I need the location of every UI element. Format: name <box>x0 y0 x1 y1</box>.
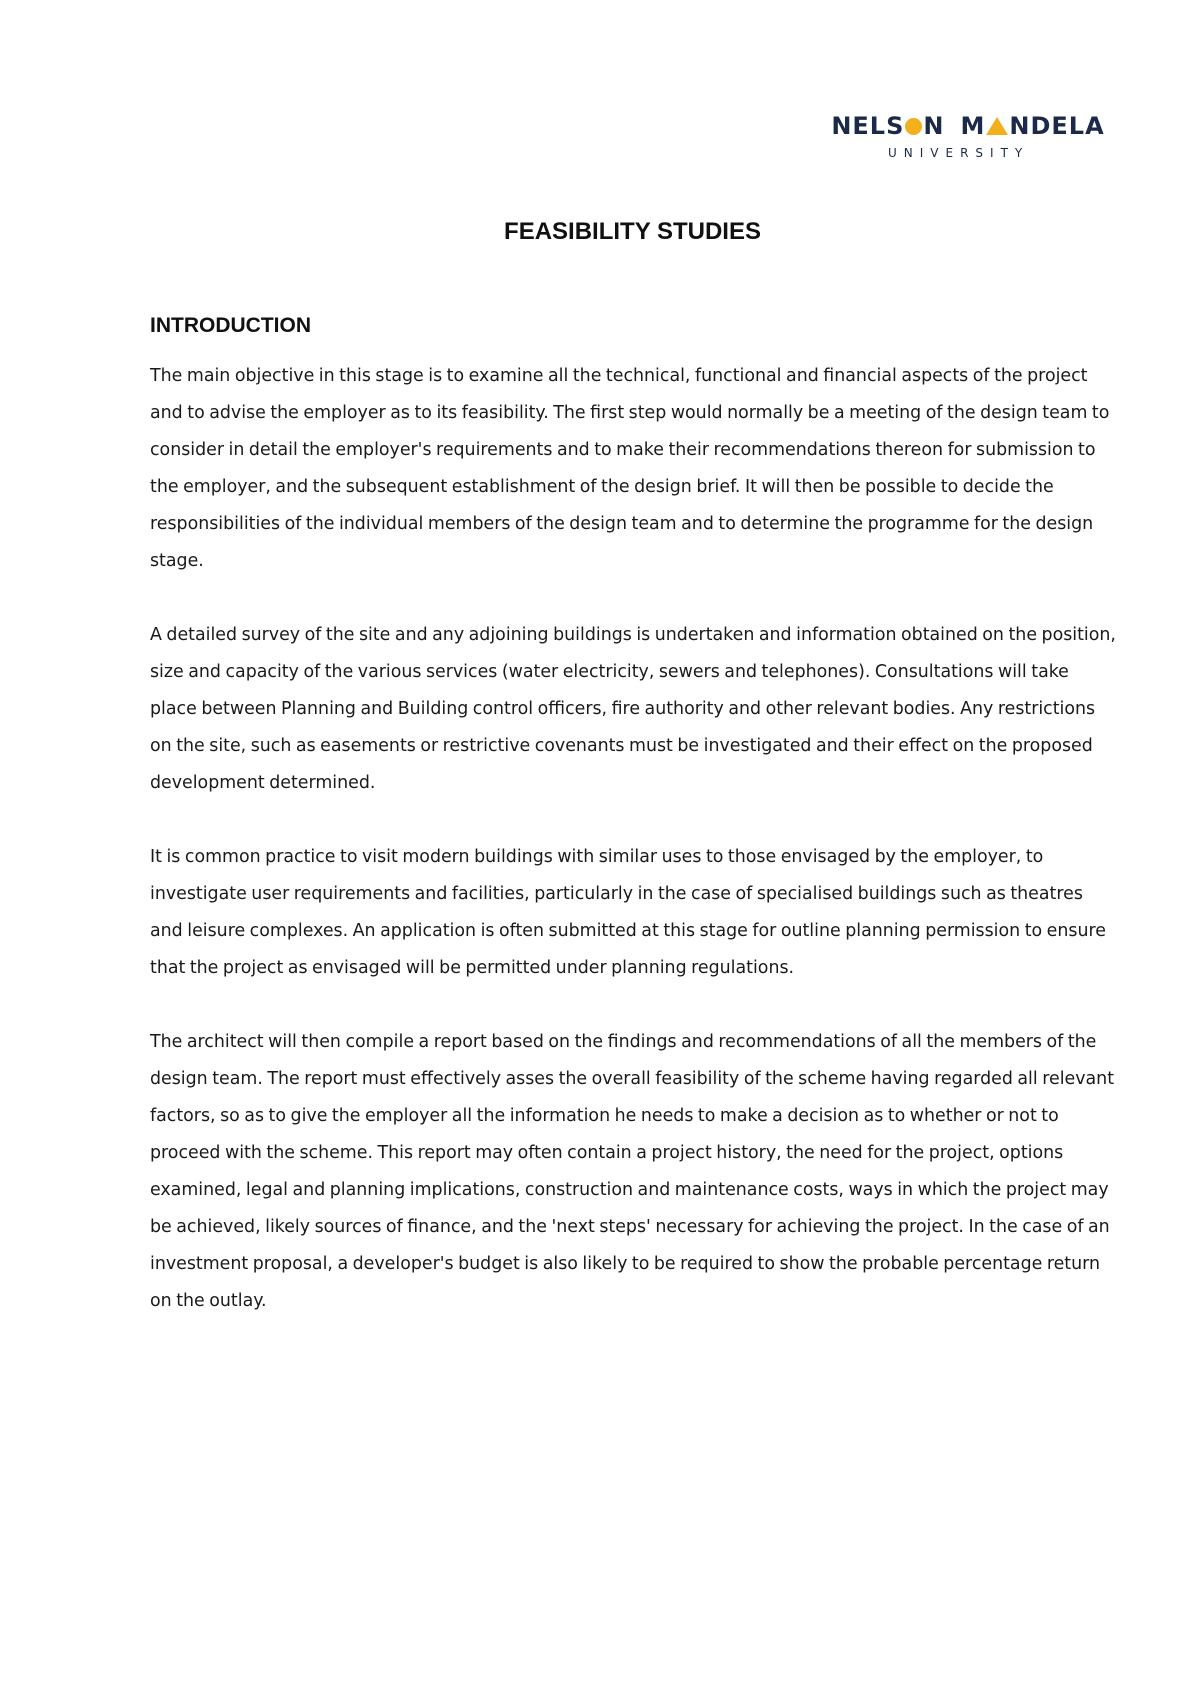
document-body <box>150 314 1120 1357</box>
logo-text-ndela: NDELA <box>1009 112 1105 140</box>
logo-text-n: N <box>923 112 945 140</box>
logo-triangle-icon <box>986 117 1008 135</box>
logo-subtitle: UNIVERSITY <box>888 146 1030 160</box>
paragraph-1: The main objective in this stage is to examine all the technical, functional and financial aspects of the project and to advise the employer as to its feasibility. The first step would normally be a meeting of the design team to consider in detail the employer's requirements and to make their recommendations thereon for submission to the employer, and the subsequent establishment of the design brief. It will then be possible to decide the responsibilities of the individual members of the design team and to determine the programme for the design stage. <box>150 366 1110 571</box>
logo-text-nels: NELS <box>831 112 905 140</box>
logo-wordmark <box>828 112 1108 140</box>
paragraph-3: It is common practice to visit modern buildings with similar uses to those envisaged by the employer, to investigate user requirements and facilities, particularly in the case of specialised buildings such as theatres and leisure complexes. An application is often submitted at this stage for outline planning permission to ensure that the project as envisaged will be permitted under planning regulations. <box>150 847 1106 978</box>
logo-circle-icon <box>905 118 922 135</box>
university-logo <box>828 112 1108 160</box>
logo-text-m: M <box>960 112 986 140</box>
paragraph-2: A detailed survey of the site and any adjoining buildings is undertaken and information obtained on the position, size and capacity of the various services (water electricity, sewers and telephones). Consultations will take place between Planning and Building control officers, fire authority and other relevant bodies. Any restrictions on the site, such as easements or restrictive covenants must be investigated and their effect on the proposed development determined. <box>150 625 1116 793</box>
paragraph-4: The architect will then compile a report based on the findings and recommendations of all the members of the design team. The report must effectively asses the overall feasibility of the scheme having regarded all relevant factors, so as to give the employer all the information he needs to make a decision as to whether or not to proceed with the scheme. This report may often contain a project history, the need for the project, options examined, legal and planning implications, construction and maintenance costs, ways in which the project may be achieved, likely sources of finance, and the 'next steps' necessary for achieving the project. In the case of an investment proposal, a developer's budget is also likely to be required to show the probable percentage return on the outlay. <box>150 1032 1115 1311</box>
page-title: FEASIBILITY STUDIES <box>504 218 761 245</box>
section-heading: INTRODUCTION <box>150 314 311 337</box>
